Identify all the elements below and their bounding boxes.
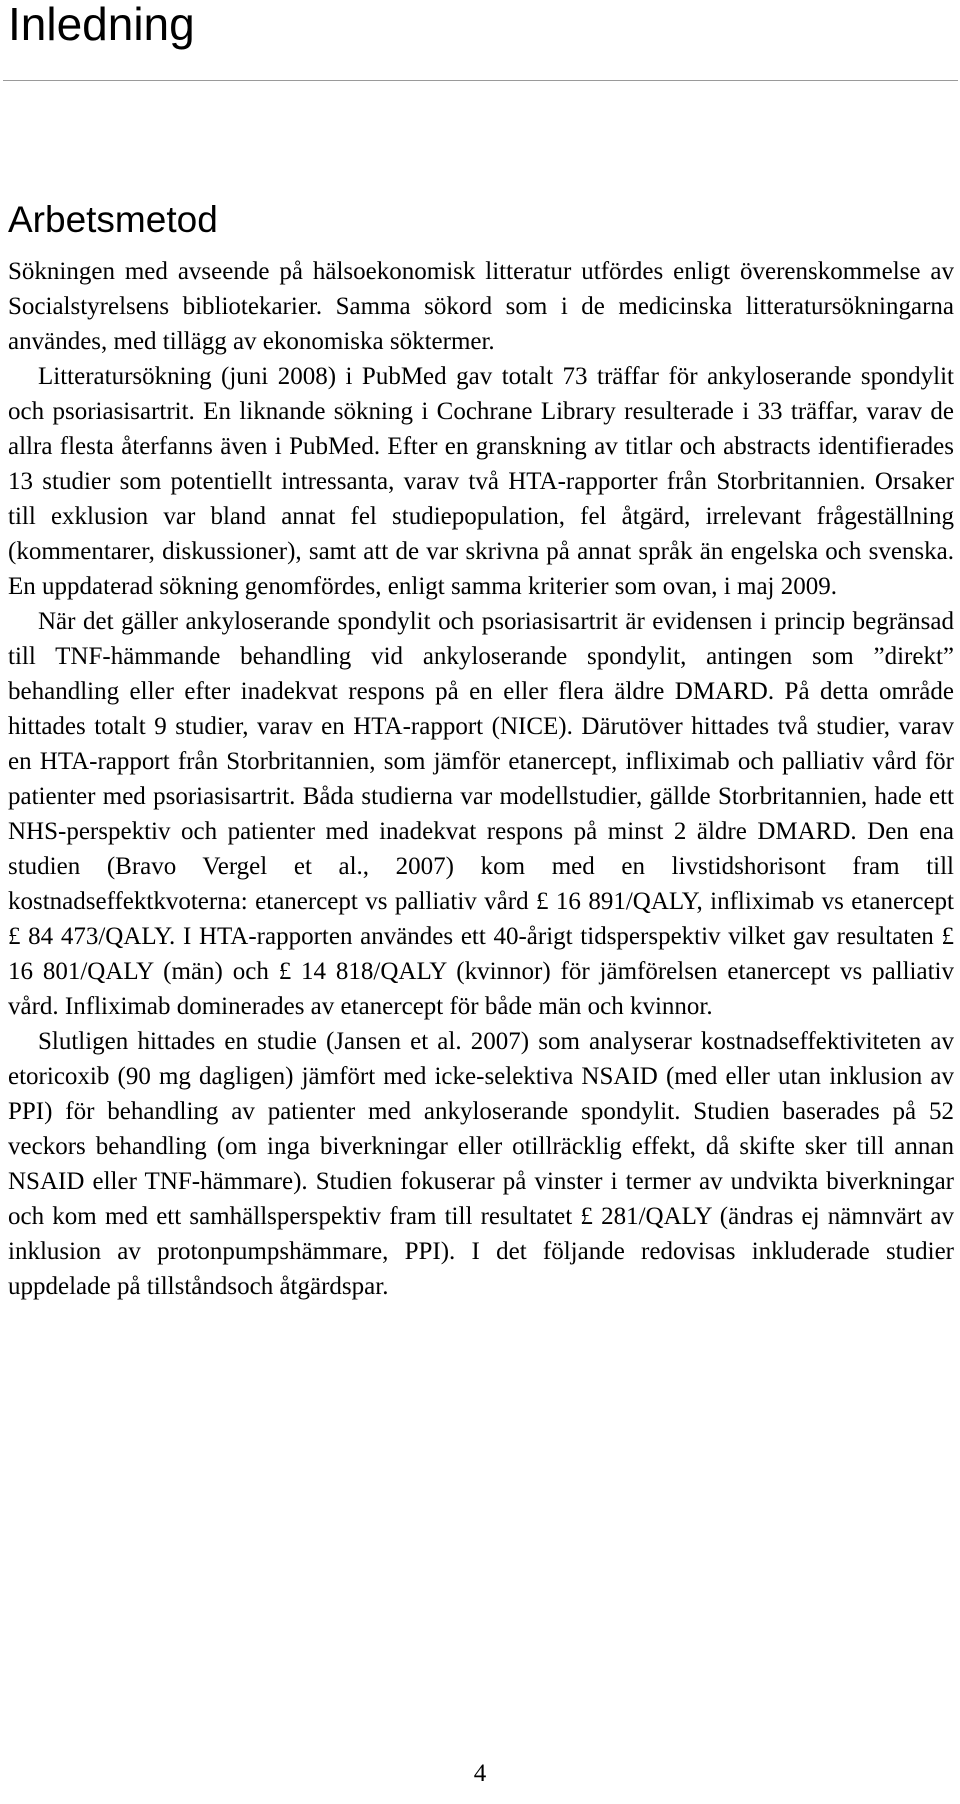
paragraph-evidence: När det gäller ankyloserande spondylit och psoriasisartrit är evidensen i princip begränsad till TNF-hämmande behandling vid ankyloserande spondylit, antingen som ”direkt” behandling eller efter inadekvat respons på en eller flera äldre DMARD. På detta område hittades totalt 9 studier, varav en HTA-rapport (NICE). Därutöver hittades två studier, varav en HTA-rapport från Storbritannien, som jämför etanercept, infliximab och palliativ vård för patienter med psoriasisartrit. Båda studierna var modellstudier, gällde Storbritannien, hade ett NHS-perspektiv och patienter med inadekvat respons på minst 2 äldre DMARD. Den ena studien (Bravo Vergel et al., 2007) kom med en livstidshorisont fram till kostnadseffektkvoterna: etanercept vs palliativ vård £ 16 891/QALY, infliximab vs etanercept £ 84 473/QALY. I HTA-rapporten användes ett 40-årigt tidsperspektiv vilket gav resultaten £ 16 801/QALY (män) och £ 14 818/QALY (kvinnor) för jämförelsen etanercept vs palliativ vård. Infliximab dominerades av etanercept för både män och kvinnor.	[8, 608, 954, 1020]
page-heading: Inledning	[8, 0, 195, 50]
paragraph-search-results: Litteratursökning (juni 2008) i PubMed gav totalt 73 träffar för ankyloserande spondylit och psoriasisartrit. En liknande sökning i Cochrane Library resulterade i 33 träffar, varav de allra flesta återfanns även i PubMed. Efter en granskning av titlar och abstracts identifierades 13 studier som potentiellt intressanta, varav två HTA-rapporter från Storbritannien. Orsaker till exklusion var bland annat fel studiepopulation, fel åtgärd, irrelevant frågeställning (kommentarer, diskussioner), samt att de var skrivna på annat språk än engelska och svenska. En uppdaterad sökning genomfördes, enligt samma kriterier som ovan, i maj 2009.	[8, 363, 954, 600]
section-heading: Arbetsmetod	[8, 199, 218, 240]
paragraph-search-method: Sökningen med avseende på hälsoekonomisk litteratur utfördes enligt överenskommelse av Socialstyrelsens bibliotekarier. Samma sökord som i de medicinska litteratursökningarna användes, med tillägg av ekonomiska söktermer.	[8, 258, 954, 355]
paragraph-final-study: Slutligen hittades en studie (Jansen et al. 2007) som analyserar kostnadseffektiviteten av etoricoxib (90 mg dagligen) jämfört med icke-selektiva NSAID (med eller utan inklusion av PPI) för behandling av patienter med ankyloserande spondylit. Studien baserades på 52 veckors behandling (om inga biverkningar eller otillräcklig effekt, då skifte sker till annan NSAID eller TNF-hämmare). Studien fokuserar på vinster i termer av undvikta biverkningar och kom med ett samhällsperspektiv fram till resultatet £ 281/QALY (ändras ej nämnvärt av inklusion av protonpumpshämmare, PPI). I det följande redovisas inkluderade studier uppdelade på tillståndsoch åtgärdspar.	[8, 1028, 954, 1300]
heading-divider	[3, 80, 958, 81]
section-body	[8, 254, 954, 1304]
page-number: 4	[473, 1760, 487, 1787]
